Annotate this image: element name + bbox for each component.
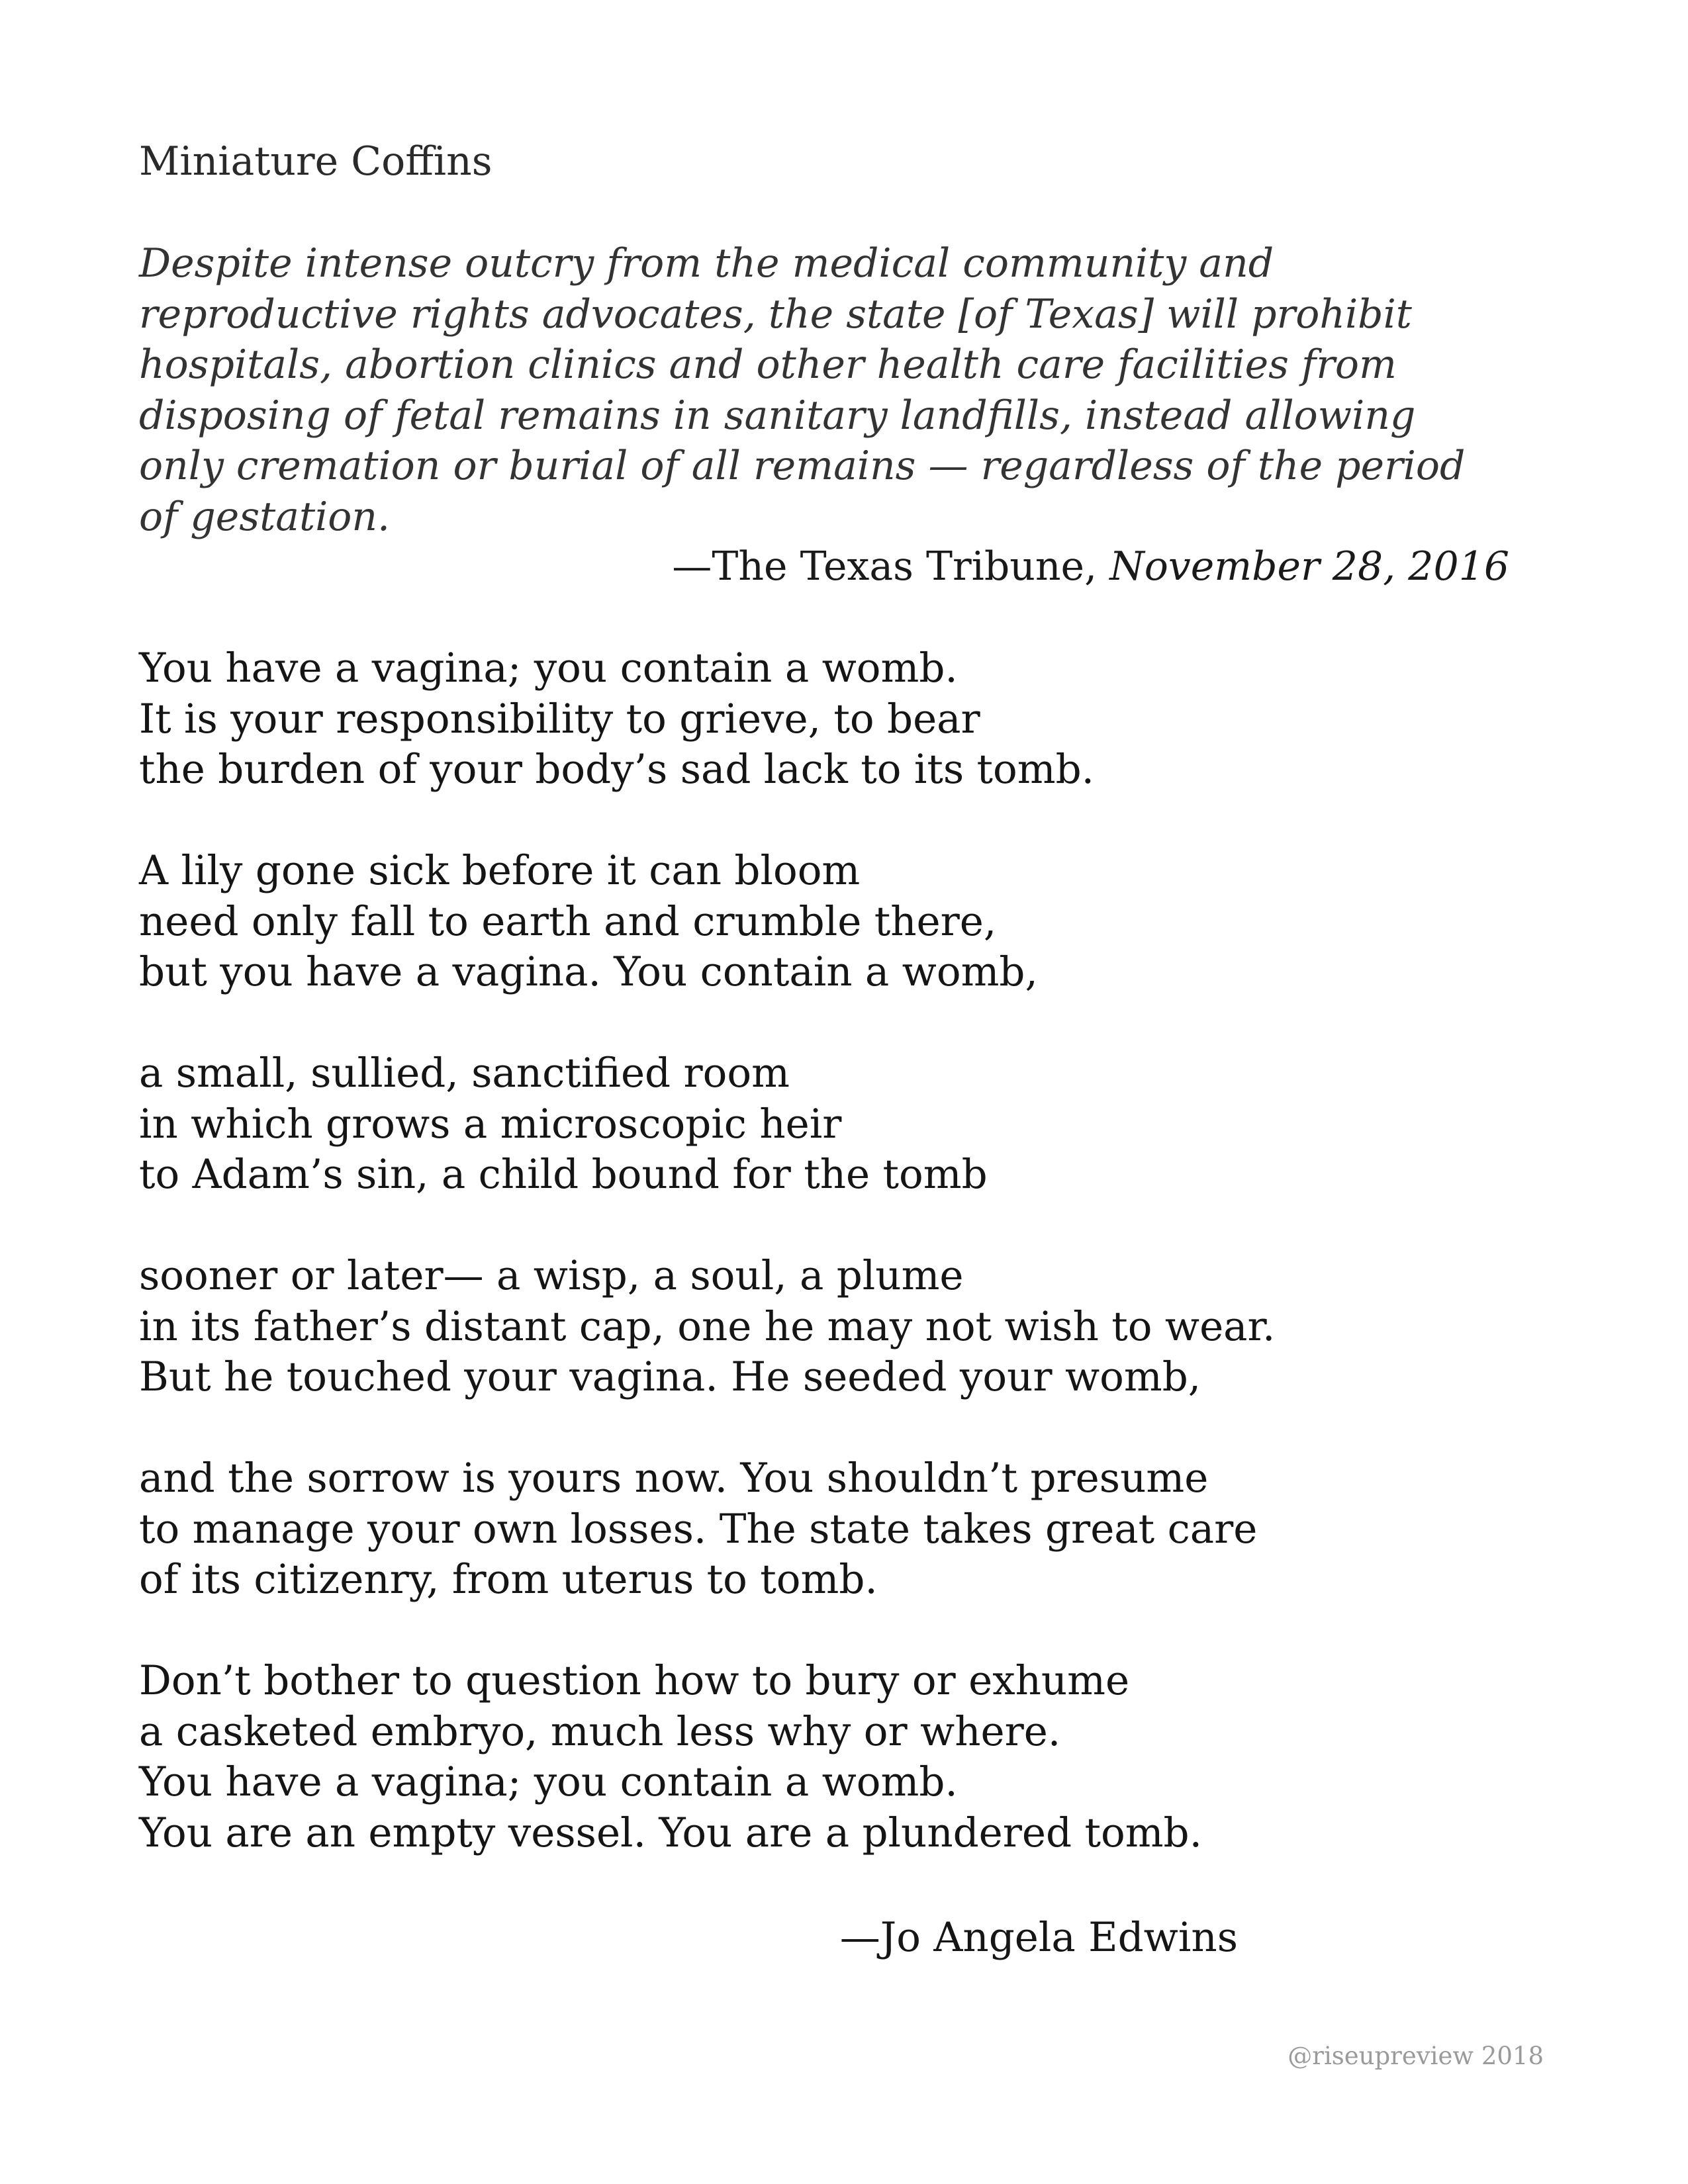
poem-line: to manage your own losses. The state takes great care xyxy=(139,1505,1258,1553)
poem-line: a casketed embryo, much less why or where. xyxy=(139,1707,1061,1755)
poem-line: a small, sullied, sanctified room xyxy=(139,1050,790,1097)
poem-line: to Adam’s sin, a child bound for the tomb xyxy=(139,1151,988,1198)
poem-line: You are an empty vessel. You are a plundered tomb. xyxy=(139,1809,1202,1856)
stanza xyxy=(139,846,1562,998)
epigraph-line: disposing of fetal remains in sanitary landfills, instead allowing xyxy=(139,392,1416,439)
epigraph-line: of gestation. xyxy=(139,493,391,540)
footer-credit: @riseupreview 2018 xyxy=(1288,2042,1544,2070)
stanza xyxy=(139,1251,1562,1403)
poem-line: the burden of your body’s sad lack to its tomb. xyxy=(139,746,1095,793)
poem-line: in its father’s distant cap, one he may not wish to wear. xyxy=(139,1302,1276,1350)
epigraph-line: reproductive rights advocates, the state [of Texas] will prohibit xyxy=(139,291,1412,338)
poem-line: You have a vagina; you contain a womb. xyxy=(139,645,958,692)
epigraph-attribution xyxy=(672,541,1509,592)
poem-line: need only fall to earth and crumble there, xyxy=(139,897,997,945)
poem-line: Don’t bother to question how to bury or exhume xyxy=(139,1657,1130,1704)
epigraph-line: only cremation or burial of all remains — regardless of the period xyxy=(139,443,1466,489)
epigraph-line: hospitals, abortion clinics and other health care facilities from xyxy=(139,341,1397,388)
poem-line: sooner or later— a wisp, a soul, a plume xyxy=(139,1252,964,1299)
poem-line: A lily gone sick before it can bloom xyxy=(139,847,861,894)
author-signature: —Jo Angela Edwins xyxy=(839,1914,1238,1961)
poem-line: It is your responsibility to grieve, to bear xyxy=(139,695,980,743)
stanza xyxy=(139,643,1562,796)
poem-line: But he touched your vagina. He seeded your womb, xyxy=(139,1353,1201,1400)
poem-line: You have a vagina; you contain a womb. xyxy=(139,1758,958,1805)
poem-title: Miniature Coffins xyxy=(139,138,492,185)
stanza xyxy=(139,1048,1562,1201)
attribution-date: November 28, 2016 xyxy=(1109,543,1509,590)
poem-body xyxy=(139,643,1562,1909)
poem-line: in which grows a microscopic heir xyxy=(139,1100,842,1148)
epigraph xyxy=(139,238,1562,542)
attribution-source: —The Texas Tribune, xyxy=(672,543,1110,590)
poem-line: and the sorrow is yours now. You shouldn’t presume xyxy=(139,1455,1209,1502)
epigraph-line: Despite intense outcry from the medical community and xyxy=(139,240,1274,287)
stanza xyxy=(139,1656,1562,1858)
poem-line: of its citizenry, from uterus to tomb. xyxy=(139,1556,878,1603)
poem-line: but you have a vagina. You contain a womb, xyxy=(139,948,1038,995)
stanza xyxy=(139,1453,1562,1606)
